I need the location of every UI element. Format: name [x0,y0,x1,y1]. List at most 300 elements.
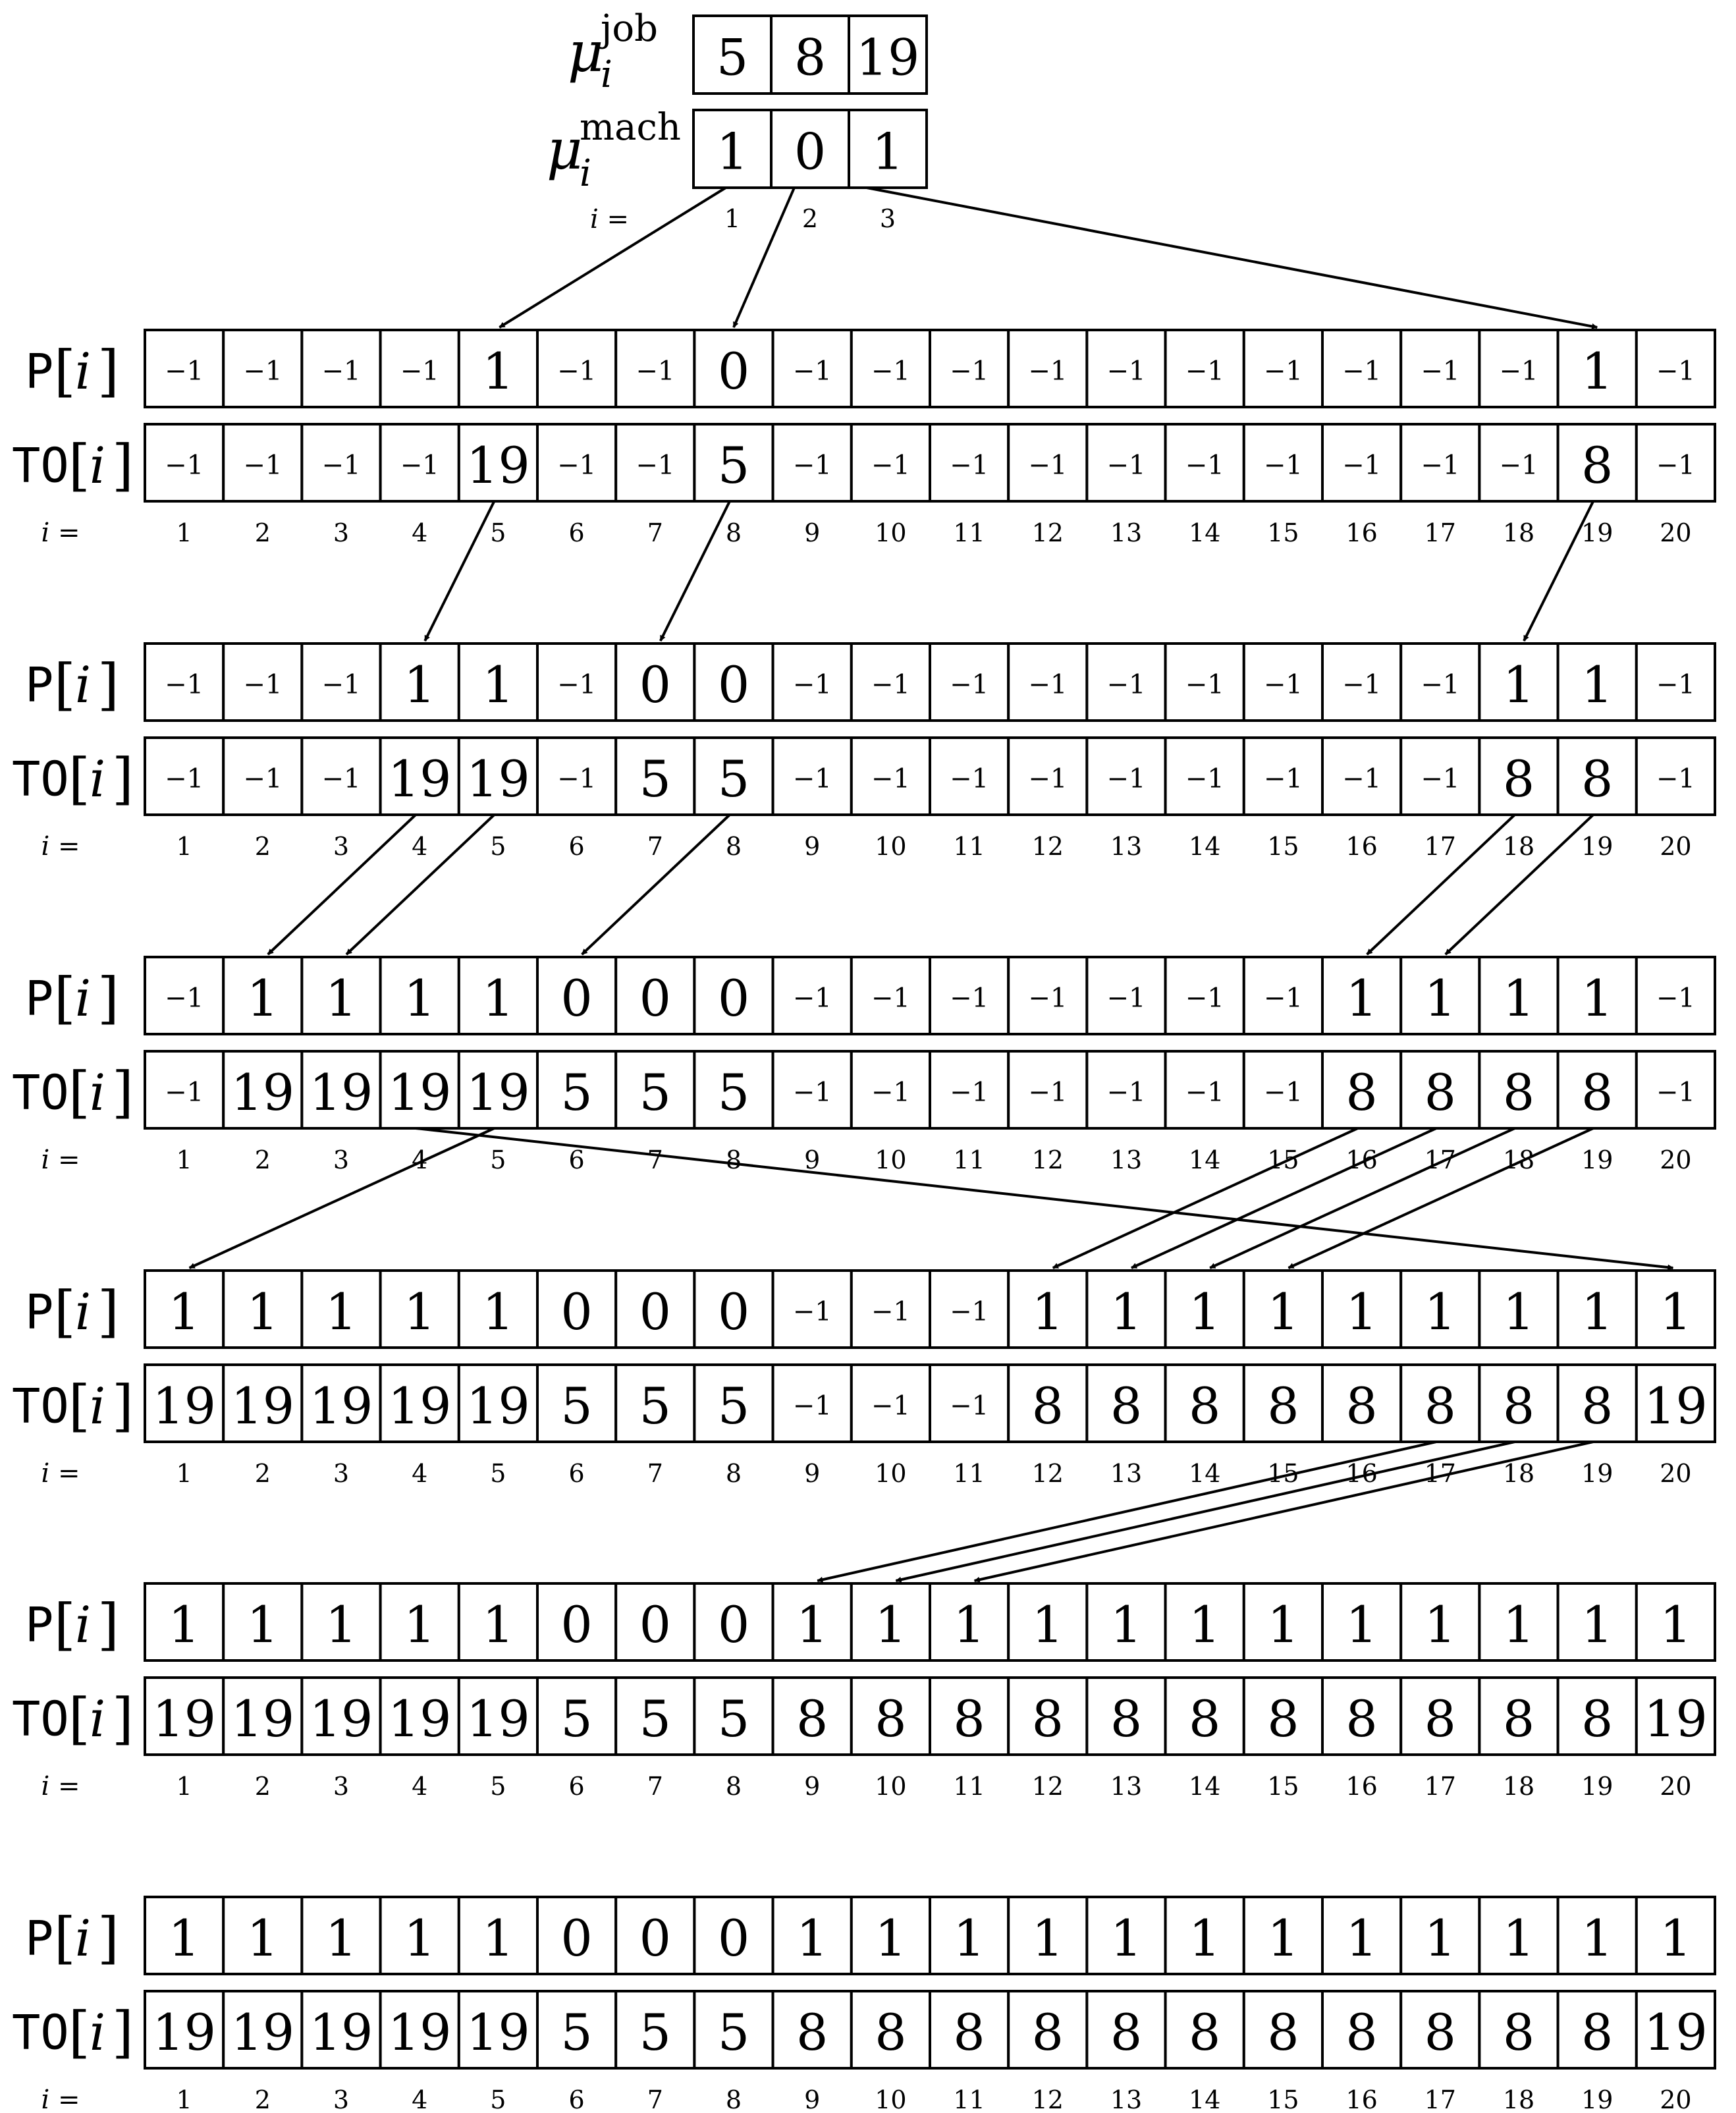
index-number: 9 [804,1459,821,1488]
mu-symbol: μ [547,117,583,182]
p-value: 1 [1581,1595,1614,1654]
i-subscript: i [580,152,591,195]
to-value: −1 [1185,450,1224,481]
row-variable: i [74,1282,92,1341]
to-value: −1 [557,763,597,794]
p-value: −1 [1185,983,1224,1014]
p-value: 1 [875,1909,907,1967]
row-variable: i [74,969,92,1028]
bracket: ] [112,2000,134,2065]
p-value: 1 [1581,969,1614,1028]
to-value: −1 [1656,763,1695,794]
to-value: −1 [165,1077,204,1108]
p-value: 1 [1267,1282,1299,1341]
to-value: 8 [1267,2003,1299,2062]
to-row-label [12,1374,134,1439]
index-number: 13 [1110,1772,1143,1801]
p-value: 1 [168,1282,200,1341]
p-value: 1 [1424,1595,1456,1654]
bracket: [ [68,1060,90,1125]
p-value: 1 [1110,1282,1143,1341]
to-value: −1 [1421,450,1460,481]
index-number: 13 [1110,1145,1143,1174]
p-value: 0 [717,1909,750,1967]
top-index-number: 1 [724,204,741,233]
p-value: 0 [717,655,750,714]
index-number: 1 [176,518,192,547]
bracket: ] [97,1592,119,1657]
p-value: 1 [1581,1282,1614,1341]
p-value: −1 [1028,983,1068,1014]
p-value: −1 [1028,356,1068,387]
p-value: 0 [639,655,671,714]
p-value: 1 [482,969,514,1028]
index-number: 3 [333,1772,350,1801]
index-number: 9 [804,832,821,861]
bracket: [ [54,1279,76,1344]
row-name: TO [12,1378,69,1434]
p-value: 1 [246,1282,279,1341]
index-number: 4 [412,2085,428,2113]
index-number: 11 [953,2085,985,2113]
index-number: 19 [1581,1459,1614,1488]
row-name: TO [12,437,69,493]
row-name: P [25,1284,54,1340]
to-value: 8 [1581,436,1614,495]
index-number: 6 [568,832,585,861]
p-row-label [25,966,119,1031]
p-value: −1 [1656,983,1695,1014]
index-number: 3 [333,2085,350,2113]
p-value: 1 [1581,655,1614,714]
to-value: 19 [387,1689,452,1748]
to-value: −1 [243,763,283,794]
p-value: 0 [560,1595,593,1654]
p-value: −1 [321,669,361,700]
p-value: 1 [325,969,358,1028]
p-value: 1 [1502,1282,1535,1341]
p-value: −1 [792,356,832,387]
p-value: 1 [1502,1909,1535,1967]
to-value: 5 [639,1377,671,1435]
index-number: 5 [490,518,506,547]
p-value: −1 [871,669,910,700]
p-value: 1 [1345,1595,1378,1654]
to-value: 5 [560,2003,593,2062]
to-value: −1 [1028,1077,1068,1108]
to-value: 5 [639,1063,671,1122]
to-value: 8 [1581,1689,1614,1748]
to-value: −1 [1263,450,1303,481]
index-label: i = [41,1145,80,1175]
p-value: −1 [243,356,283,387]
row-name: TO [12,1691,69,1747]
p-value: 1 [1502,969,1535,1028]
scatter-arrow [734,188,794,327]
index-number: 11 [953,518,985,547]
p-value: 1 [875,1595,907,1654]
stage-2 [12,644,1715,862]
p-value: −1 [950,983,989,1014]
index-number: 16 [1345,518,1378,547]
p-value: 1 [1110,1909,1143,1967]
bracket: ] [112,1060,134,1125]
index-label: i = [41,1458,80,1489]
p-value: −1 [165,356,204,387]
index-number: 20 [1660,1459,1692,1488]
to-value: 8 [1502,1063,1535,1122]
to-value: −1 [1263,763,1303,794]
mach-value: 1 [871,122,904,181]
p-row-label [25,1593,119,1657]
to-value: 8 [1110,1689,1143,1748]
p-value: −1 [1185,669,1224,700]
to-value: 8 [1424,1689,1456,1748]
index-number: 10 [875,832,907,861]
to-value: 19 [309,2003,373,2062]
to-value: −1 [557,450,597,481]
bracket: ] [112,1686,134,1751]
to-value: −1 [1263,1077,1303,1108]
to-row-label [12,433,134,498]
to-value: 8 [1031,1377,1064,1435]
stages [12,330,1715,2113]
to-value: 19 [466,1063,530,1122]
index-number: 6 [568,2085,585,2113]
index-number: 16 [1345,1459,1378,1488]
index-number: 9 [804,1145,821,1174]
to-value: 8 [1031,2003,1064,2062]
p-value: −1 [1028,669,1068,700]
to-value: 5 [639,750,671,808]
index-label: i = [41,831,80,862]
top-index-number: 3 [879,204,896,233]
index-number: 2 [254,2085,271,2113]
p-row-label [25,653,119,717]
p-value: 1 [246,1909,279,1967]
p-value: 1 [1660,1909,1692,1967]
index-number: 1 [176,832,192,861]
mach-value: 0 [794,122,827,181]
index-number: 4 [412,1145,428,1174]
to-value: −1 [1342,450,1382,481]
to-value: −1 [1028,450,1068,481]
index-number: 10 [875,518,907,547]
p-value: −1 [950,669,989,700]
p-value: 0 [717,342,750,400]
bracket: [ [54,966,76,1031]
index-number: 19 [1581,832,1614,861]
index-number: 11 [953,1459,985,1488]
index-number: 17 [1424,1459,1456,1488]
index-number: 14 [1189,832,1221,861]
p-value: 1 [1581,1909,1614,1967]
index-number: 7 [647,1145,663,1174]
p-row-label [25,339,119,404]
scatter-arrow [425,501,494,641]
p-value: 1 [1189,1909,1221,1967]
bracket: [ [68,1373,90,1439]
to-value: 19 [309,1063,373,1122]
p-value: 1 [404,655,436,714]
row-name: P [25,657,54,713]
index-number: 9 [804,2085,821,2113]
index-number: 17 [1424,1772,1456,1801]
job-superscript: job [601,7,658,50]
p-value: −1 [165,669,204,700]
to-value: −1 [950,1077,989,1108]
index-number: 11 [953,1145,985,1174]
to-value: 19 [231,1063,295,1122]
to-value: −1 [165,450,204,481]
index-number: 4 [412,1459,428,1488]
row-name: TO [12,2004,69,2060]
mu-symbol: μ [568,20,604,84]
row-variable: i [74,1909,92,1967]
p-value: 1 [482,1282,514,1341]
row-variable: i [89,2003,106,2062]
index-number: 8 [725,1145,742,1174]
index-number: 12 [1031,832,1064,861]
to-value: −1 [1185,1077,1224,1108]
to-value: 5 [560,1377,593,1435]
to-value: −1 [1656,450,1695,481]
p-value: 1 [325,1282,358,1341]
p-value: 1 [1424,969,1456,1028]
row-variable: i [89,436,106,495]
index-number: 5 [490,1145,506,1174]
to-value: 19 [387,750,452,808]
index-number: 7 [647,1772,663,1801]
p-value: 0 [560,1282,593,1341]
to-value: 19 [231,2003,295,2062]
to-value: −1 [636,450,675,481]
index-label: i = [41,518,80,548]
row-variable: i [74,655,92,714]
p-value: −1 [950,356,989,387]
job-value: 5 [716,28,749,87]
p-value: −1 [792,1296,832,1327]
index-number: 5 [490,832,506,861]
index-number: 3 [333,1145,350,1174]
index-number: 5 [490,1459,506,1488]
to-value: 8 [875,1689,907,1748]
to-value: −1 [871,1390,910,1421]
p-value: 1 [1345,1909,1378,1967]
index-number: 18 [1502,518,1535,547]
to-value: 5 [717,2003,750,2062]
to-value: 8 [1581,750,1614,808]
index-number: 12 [1031,518,1064,547]
job-value: 8 [794,28,827,87]
p-value: −1 [1342,356,1382,387]
p-value: 1 [404,969,436,1028]
index-number: 4 [412,832,428,861]
p-value: 0 [639,1909,671,1967]
p-value: 1 [168,1909,200,1967]
to-value: −1 [1656,1077,1695,1108]
index-number: 5 [490,1772,506,1801]
to-value: −1 [1028,763,1068,794]
to-value: −1 [400,450,439,481]
p-value: 1 [1031,1282,1064,1341]
to-value: 8 [1189,1689,1221,1748]
index-label: i = [41,2085,80,2113]
to-value: −1 [792,1077,832,1108]
p-value: 0 [639,969,671,1028]
row-variable: i [74,1595,92,1654]
to-value: 19 [231,1377,295,1435]
stage-6 [12,1897,1715,2113]
p-value: 1 [1660,1282,1692,1341]
to-value: 8 [1345,1377,1378,1435]
to-value: −1 [1106,1077,1146,1108]
index-number: 2 [254,1145,271,1174]
to-value: −1 [321,450,361,481]
to-value: 8 [1424,2003,1456,2062]
to-value: 19 [152,1689,216,1748]
to-value: −1 [1106,763,1146,794]
index-number: 14 [1189,2085,1221,2113]
p-value: −1 [1656,356,1695,387]
to-value: 19 [231,1689,295,1748]
index-number: 8 [725,832,742,861]
to-row-label [12,1687,134,1751]
mach-superscript: mach [580,106,681,149]
mu-table [693,16,927,233]
index-number: 8 [725,1459,742,1488]
mu-mach-label [547,106,681,195]
index-number: 9 [804,518,821,547]
to-value: −1 [792,450,832,481]
bracket: ] [97,966,119,1031]
bracket: [ [68,746,90,811]
index-number: 8 [725,518,742,547]
top-index-label: i = [590,204,630,234]
index-label: i = [41,1771,80,1801]
index-number: 15 [1267,2085,1299,2113]
to-value: 5 [717,436,750,495]
index-number: 12 [1031,2085,1064,2113]
scatter-arrow [661,501,730,641]
p-value: 1 [404,1595,436,1654]
row-variable: i [89,750,106,808]
index-number: 18 [1502,1145,1535,1174]
p-value: 1 [1502,655,1535,714]
to-row-label [12,747,134,811]
bracket: ] [112,746,134,811]
to-value: 19 [466,436,530,495]
to-value: 8 [1502,2003,1535,2062]
stage-4 [12,1271,1715,1489]
to-value: 8 [796,2003,828,2062]
to-value: −1 [321,763,361,794]
index-number: 1 [176,2085,192,2113]
index-number: 13 [1110,2085,1143,2113]
index-number: 12 [1031,1459,1064,1488]
bracket: [ [54,339,76,404]
mu-job-label [568,7,658,96]
to-row-label [12,1060,134,1125]
p-value: 1 [1502,1595,1535,1654]
scatter-arrow [867,188,1597,327]
p-value: −1 [400,356,439,387]
p-row-label [25,1906,119,1971]
index-number: 5 [490,2085,506,2113]
index-number: 3 [333,832,350,861]
to-value: −1 [165,763,204,794]
bracket: [ [68,2000,90,2065]
to-value: −1 [1499,450,1538,481]
to-value: −1 [871,1077,910,1108]
index-number: 8 [725,2085,742,2113]
index-number: 12 [1031,1145,1064,1174]
index-number: 16 [1345,1145,1378,1174]
index-number: 1 [176,1459,192,1488]
row-variable: i [74,342,92,400]
to-value: 5 [560,1689,593,1748]
p-value: −1 [1499,356,1538,387]
p-value: 1 [325,1909,358,1967]
p-value: −1 [1106,356,1146,387]
to-value: 19 [309,1377,373,1435]
to-value: 19 [309,1689,373,1748]
index-number: 13 [1110,518,1143,547]
to-value: 8 [1110,2003,1143,2062]
bracket: ] [112,1373,134,1439]
bracket: [ [54,652,76,717]
to-value: 19 [152,1377,216,1435]
bracket: [ [54,1906,76,1971]
index-number: 11 [953,832,985,861]
to-value: 5 [639,2003,671,2062]
p-value: 1 [1031,1595,1064,1654]
to-value: 8 [1110,1377,1143,1435]
to-value: 19 [1644,2003,1708,2062]
index-number: 18 [1502,2085,1535,2113]
p-value: −1 [1656,669,1695,700]
to-value: 8 [1031,1689,1064,1748]
to-value: −1 [950,763,989,794]
to-value: 5 [717,1063,750,1122]
to-value: 19 [387,1377,452,1435]
p-value: −1 [871,1296,910,1327]
index-number: 17 [1424,1145,1456,1174]
index-number: 17 [1424,832,1456,861]
to-value: 8 [953,1689,985,1748]
index-number: 19 [1581,1145,1614,1174]
i-subscript: i [601,53,612,96]
index-number: 15 [1267,1145,1299,1174]
index-number: 13 [1110,832,1143,861]
index-number: 15 [1267,1772,1299,1801]
to-value: 5 [717,750,750,808]
bracket: ] [112,433,134,498]
to-value: 8 [1345,2003,1378,2062]
p-value: −1 [165,983,204,1014]
index-number: 17 [1424,518,1456,547]
to-value: 8 [1345,1063,1378,1122]
bracket: ] [97,652,119,717]
index-number: 16 [1345,1772,1378,1801]
p-value: 1 [325,1595,358,1654]
index-number: 2 [254,832,271,861]
index-number: 19 [1581,2085,1614,2113]
index-number: 6 [568,1772,585,1801]
index-number: 10 [875,1459,907,1488]
p-value: 1 [1267,1909,1299,1967]
p-value: −1 [871,983,910,1014]
